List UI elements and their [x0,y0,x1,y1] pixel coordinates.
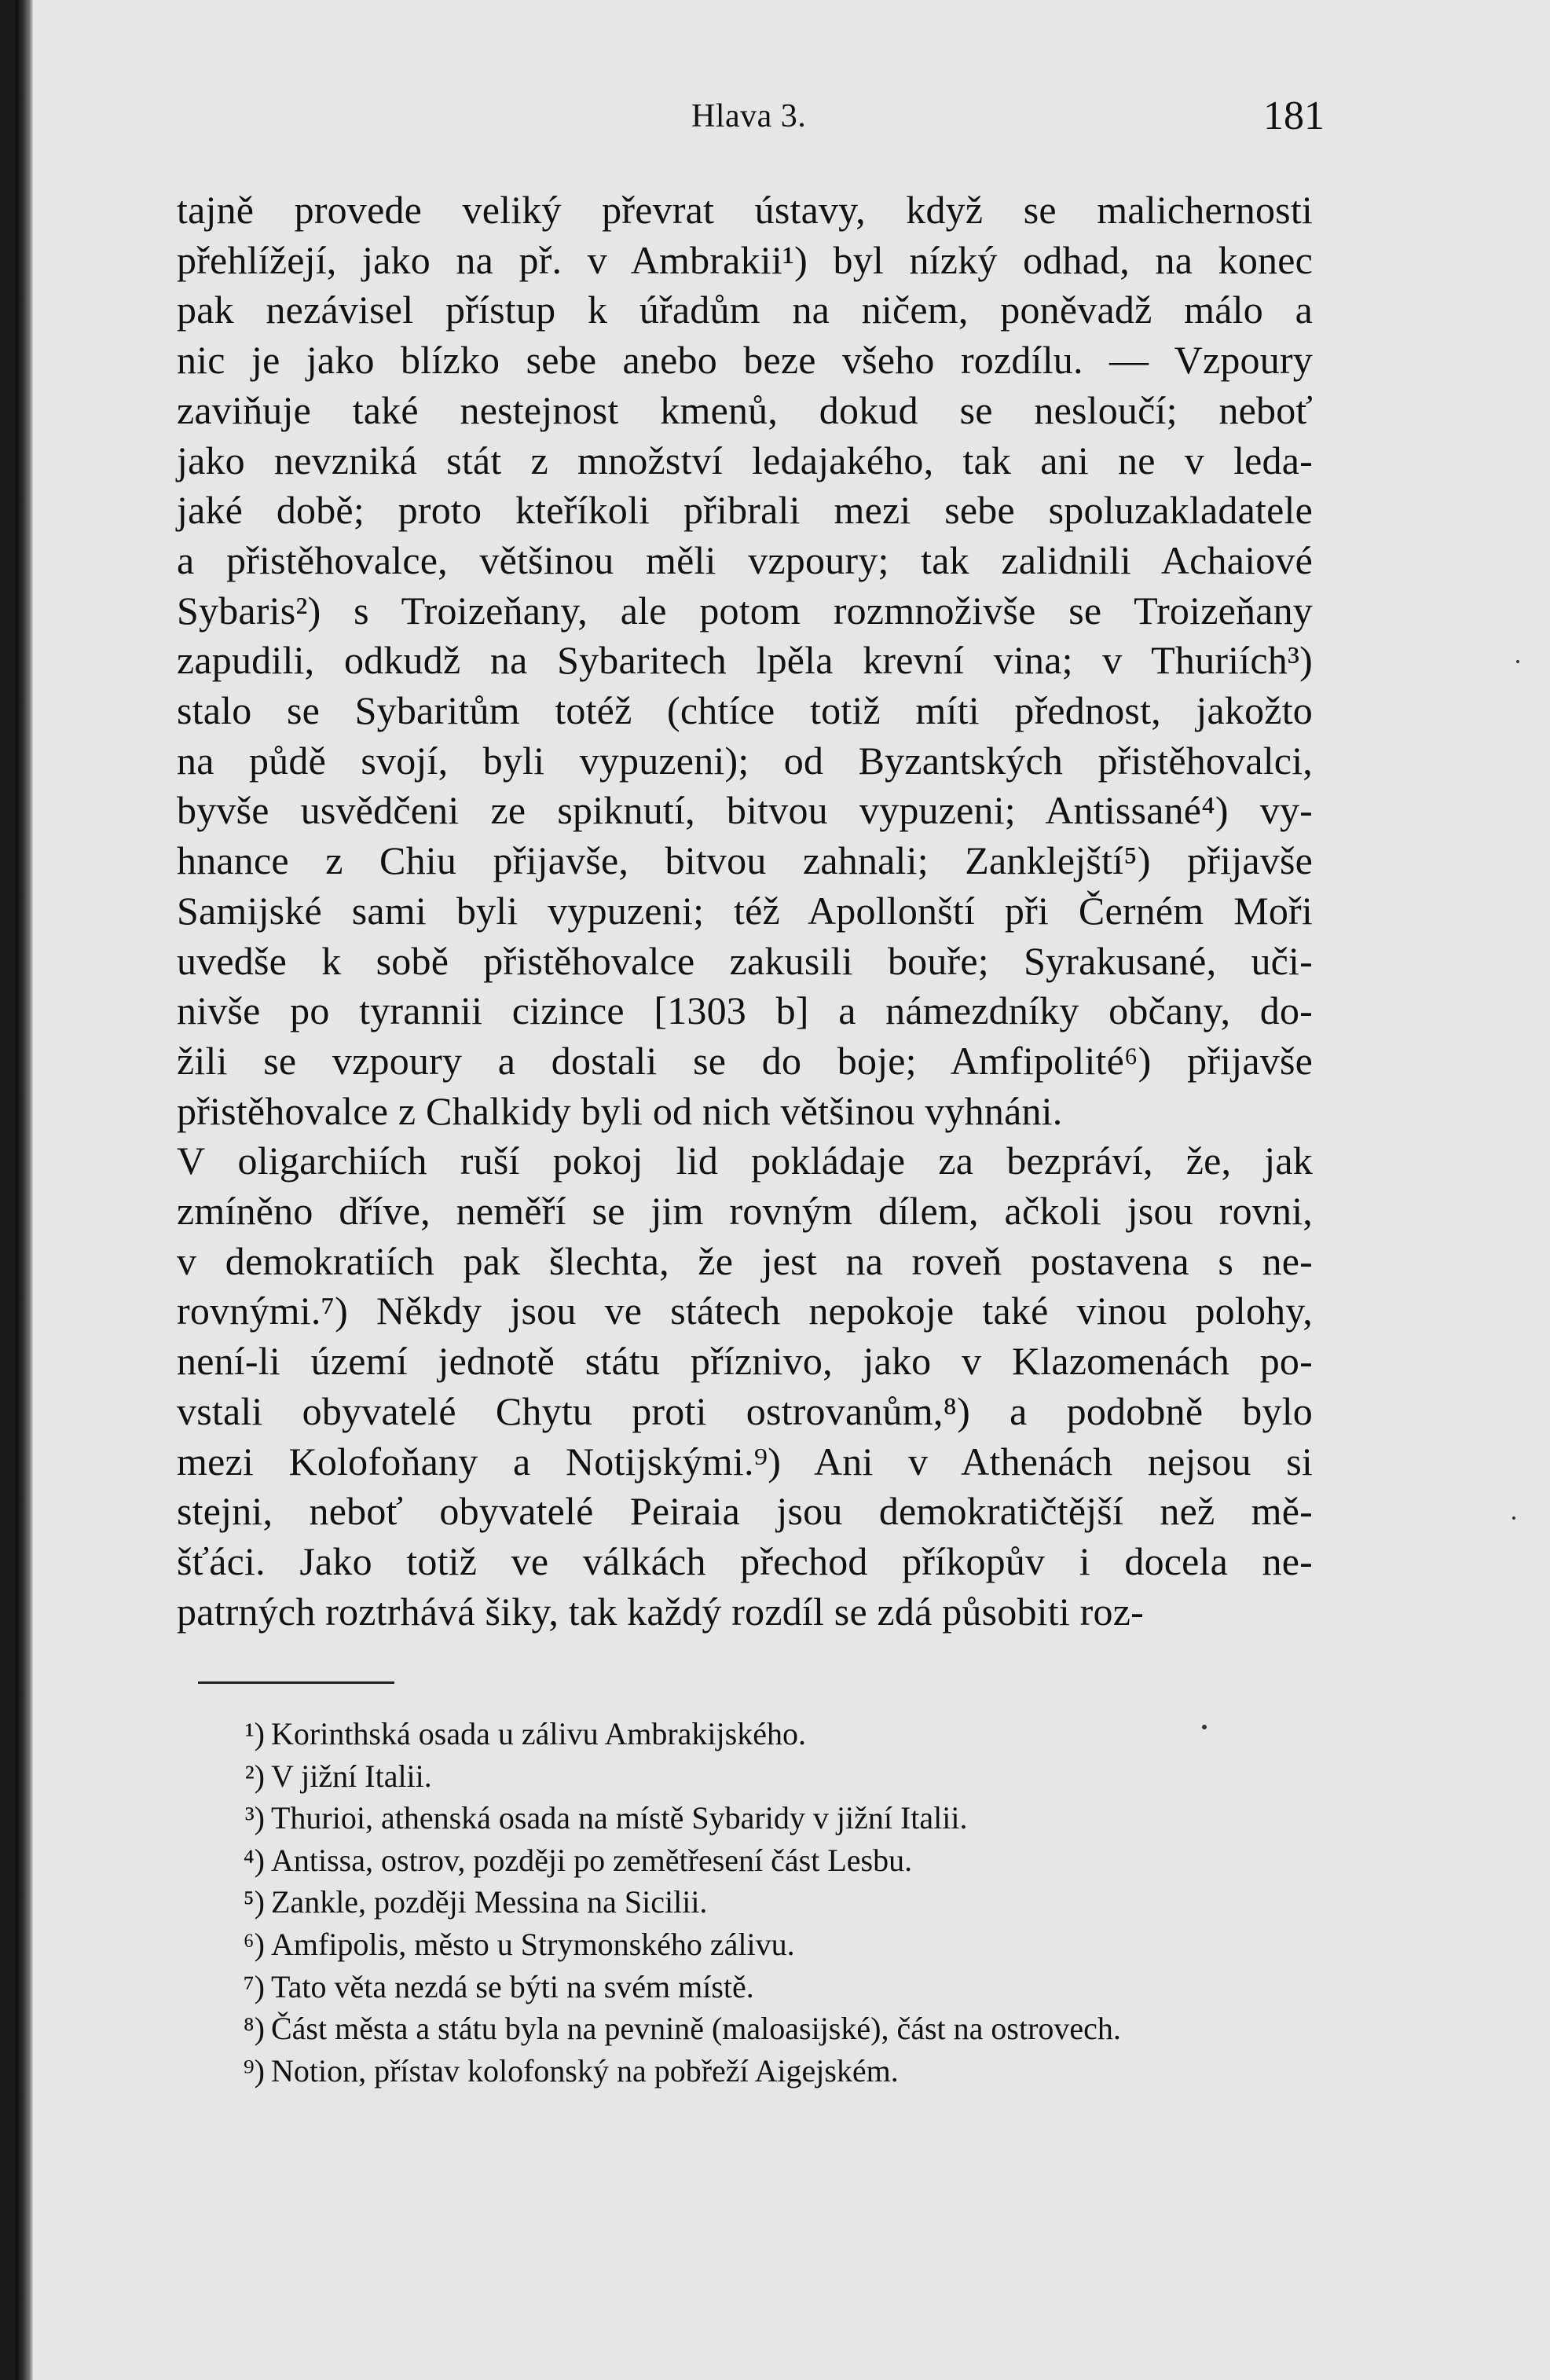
text-line: jako nevzniká stát z množství ledajakého, tak ani ne v leda- [177,438,1313,482]
footnote-mark: ⁴) [243,1842,265,1878]
footnote-text: Antissa, ostrov, později po zemětřesení část Lesbu. [271,1842,913,1878]
footnote-mark: ⁶) [243,1926,265,1962]
footnote-separator [198,1681,394,1684]
text-line: V oligarchiích ruší pokoj lid pokládaje za bezpráví, že, jak [177,1139,1313,1183]
book-page [16,0,1550,2380]
footnote [244,1755,1316,1798]
footnote-mark: ³) [244,1800,265,1836]
text-line: stejni, neboť obyvatelé Peiraia jsou demokratičtější než mě- [177,1489,1313,1534]
footnote-text: Tato věta nezdá se býti na svém místě. [271,1968,754,2004]
main-text [177,185,1313,1637]
running-head: Hlava 3. [691,98,807,134]
text-line: uvedše k sobě přistěhovalce zakusili bouře; Syrakusané, uči- [177,938,1313,983]
text-line: není-li území jednotě státu příznivo, jako v Klazomenách po- [177,1339,1313,1384]
footnote-mark: ²) [244,1758,265,1794]
footnote-mark: ⁷) [243,1968,265,2004]
text-line: žili se vzpoury a dostali se do boje; Amfipolité⁶) přijavše [177,1038,1313,1083]
footnote-text: Amfipolis, město u Strymonského zálivu. [271,1926,795,1962]
footnote-mark: ⁹) [243,2052,265,2088]
footnote [243,1881,1316,1923]
print-speck [1516,660,1519,663]
footnote [243,1966,1316,2008]
text-line: nic je jako blízko sebe anebo beze všeho rozdílu. — Vzpoury [177,338,1313,383]
text-line: nivše po tyrannii cizince [1303 b] a námezdníky občany, do- [177,988,1313,1033]
text-line: na půdě svojí, byli vypuzeni); od Byzantských přistěhovalci, [177,738,1313,783]
text-line: patrných roztrhává šiky, tak každý rozdíl se zdá působiti roz- [177,1589,1144,1634]
text-line: šťáci. Jako totiž ve válkách přechod příkopův i docela ne- [177,1538,1313,1583]
footnote-text: Část města a státu byla na pevnině (maloasijské), část na ostrovech. [271,2011,1121,2047]
footnote [243,2050,1316,2092]
print-speck [1512,1516,1515,1520]
page-number: 181 [1263,94,1325,138]
footnote [243,1923,1316,1966]
text-line: zaviňuje také nestejnost kmenů, dokud se nesloučí; neboť [177,387,1313,432]
text-line: v demokratiích pak šlechta, že jest na roveň postavena s ne- [177,1238,1313,1283]
text-line: přehlížejí, jako na př. v Ambrakii¹) byl nízký odhad, na konec [177,237,1313,282]
footnote [243,1839,1316,1882]
footnotes [243,1713,1316,2092]
footnote-text: Thurioi, athenská osada na místě Sybaridy v jižní Italii. [271,1800,968,1836]
footnote-text: Zankle, později Messina na Sicilii. [271,1884,708,1920]
text-line: rovnými.⁷) Někdy jsou ve státech nepokoje také vinou polohy, [177,1289,1313,1333]
book-spine-shadow [16,0,33,2380]
footnote-mark: ⁵) [243,1884,265,1920]
footnote-mark: ⁸) [243,2011,265,2047]
footnote [244,1797,1316,1839]
text-line: zapudili, odkudž na Sybaritech lpěla krevní vina; v Thuriích³) [177,638,1313,683]
text-line: zmíněno dříve, neměří se jim rovným dílem, ačkoli jsou rovni, [177,1189,1313,1234]
text-line: stalo se Sybaritům totéž (chtíce totiž míti přednost, jakožto [177,688,1313,733]
footnote-text: Korinthská osada u zálivu Ambrakijského. [271,1716,806,1751]
text-line: Sybaris²) s Troizeňany, ale potom rozmnoživše se Troizeňany [177,588,1313,633]
footnote [244,1713,1316,1755]
text-line: hnance z Chiu přijavše, bitvou zahnali; Zanklejští⁵) přijavše [177,838,1313,883]
text-line: byvše usvědčeni ze spiknutí, bitvou vypuzeni; Antissané⁴) vy- [177,788,1313,833]
text-line: jaké době; proto kteříkoli přibrali mezi sebe spoluzakladatele [177,488,1313,533]
footnote [243,2008,1316,2050]
text-line: Samijské sami byli vypuzeni; též Apollonští při Černém Moři [177,888,1313,933]
footnote-text: V jižní Italii. [271,1758,432,1794]
text-line: a přistěhovalce, většinou měli vzpoury; tak zalidnili Achaiové [177,537,1313,582]
page-header [691,93,1325,156]
text-line: vstali obyvatelé Chytu proti ostrovanům,⁸) a podobně bylo [177,1388,1313,1433]
footnote-text: Notion, přístav kolofonský na pobřeží Aigejském. [271,2052,899,2088]
print-speck [1202,1725,1207,1729]
text-line: mezi Kolofoňany a Notijskými.⁹) Ani v Athenách nejsou si [177,1439,1313,1483]
text-line: tajně provede veliký převrat ústavy, když se malichernosti [177,188,1313,232]
text-line: přistěhovalce z Chalkidy byli od nich většinou vyhnáni. [177,1088,1063,1133]
text-line: pak nezávisel přístup k úřadům na ničem, poněvadž málo a [177,288,1313,332]
footnote-mark: ¹) [244,1716,265,1751]
